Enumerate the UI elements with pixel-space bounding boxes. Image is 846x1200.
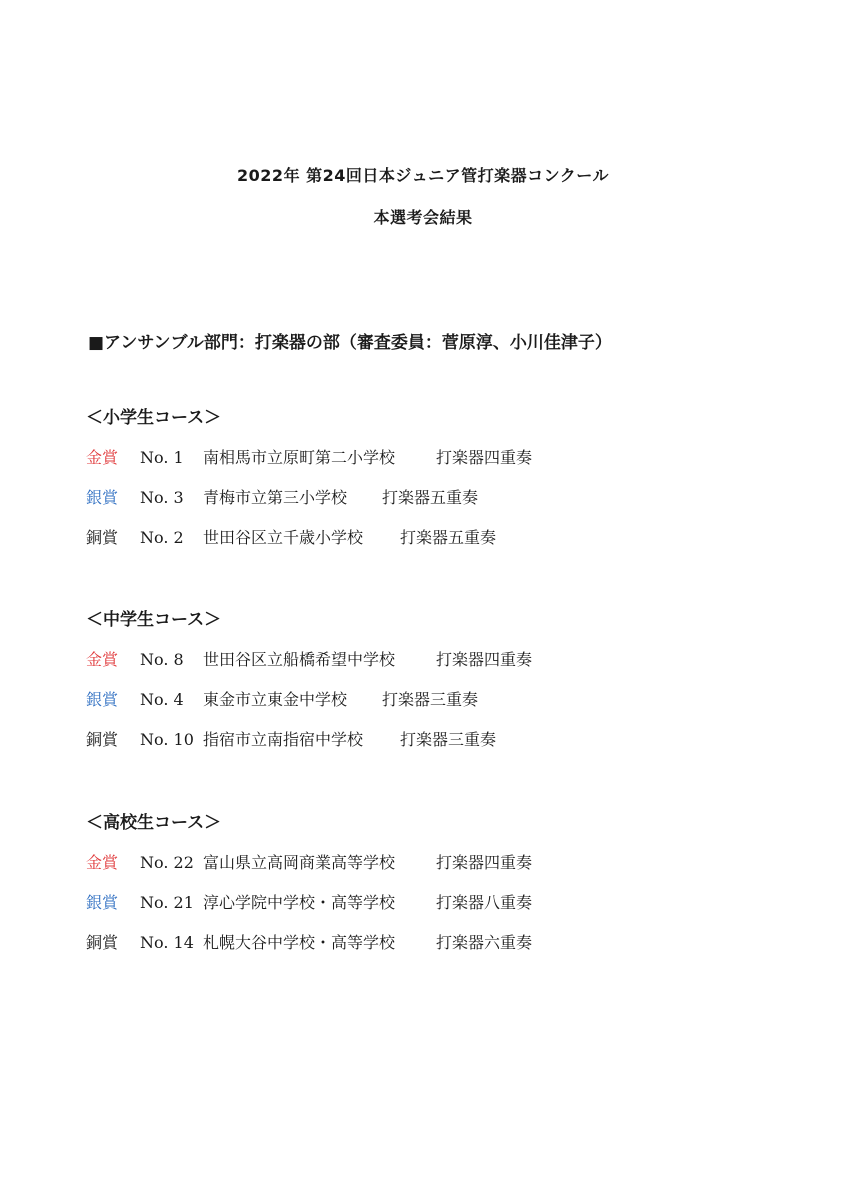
section-heading: ■アンサンブル部門：打楽器の部（審査委員：菅原淳、小川佳津子） <box>88 333 612 353</box>
course-heading: ＜小学生コース＞ <box>86 408 222 428</box>
entry-number: No. 21 <box>140 893 194 912</box>
entry-number: No. 8 <box>140 650 184 669</box>
award-gold: 金賞 <box>86 853 119 872</box>
award-gold: 金賞 <box>86 650 119 669</box>
course-elementary <box>86 405 786 551</box>
entry-number: No. 2 <box>140 528 184 547</box>
result-row <box>86 850 786 876</box>
result-row <box>86 485 786 511</box>
course-high-school <box>86 810 786 956</box>
ensemble-type: 打楽器三重奏 <box>400 730 497 749</box>
result-row <box>86 525 786 551</box>
ensemble-type: 打楽器三重奏 <box>382 690 479 709</box>
result-row <box>86 687 786 713</box>
award-bronze: 銅賞 <box>86 528 119 547</box>
entry-number: No. 1 <box>140 448 184 467</box>
school-name: 世田谷区立千歳小学校 <box>203 528 364 547</box>
ensemble-type: 打楽器四重奏 <box>436 448 533 467</box>
school-name: 青梅市立第三小学校 <box>203 488 348 507</box>
result-row <box>86 727 786 753</box>
course-heading: ＜高校生コース＞ <box>86 813 222 833</box>
ensemble-type: 打楽器四重奏 <box>436 853 533 872</box>
award-gold: 金賞 <box>86 448 119 467</box>
ensemble-type: 打楽器八重奏 <box>436 893 533 912</box>
document-title: 2022年 第24回日本ジュニア管打楽器コンクール <box>237 166 609 185</box>
course-junior-high <box>86 607 786 753</box>
school-name: 札幌大谷中学校・高等学校 <box>203 933 396 952</box>
school-name: 世田谷区立船橋希望中学校 <box>203 650 396 669</box>
document-subtitle: 本選考会結果 <box>373 208 473 227</box>
ensemble-type: 打楽器四重奏 <box>436 650 533 669</box>
ensemble-type: 打楽器五重奏 <box>382 488 479 507</box>
ensemble-type: 打楽器五重奏 <box>400 528 497 547</box>
school-name: 富山県立高岡商業高等学校 <box>203 853 396 872</box>
result-row <box>86 930 786 956</box>
award-silver: 銀賞 <box>86 488 119 507</box>
award-silver: 銀賞 <box>86 690 119 709</box>
award-bronze: 銅賞 <box>86 730 119 749</box>
entry-number: No. 4 <box>140 690 184 709</box>
entry-number: No. 14 <box>140 933 194 952</box>
entry-number: No. 22 <box>140 853 194 872</box>
result-row <box>86 890 786 916</box>
award-bronze: 銅賞 <box>86 933 119 952</box>
school-name: 東金市立東金中学校 <box>203 690 348 709</box>
award-silver: 銀賞 <box>86 893 119 912</box>
entry-number: No. 3 <box>140 488 184 507</box>
school-name: 淳心学院中学校・高等学校 <box>203 893 396 912</box>
entry-number: No. 10 <box>140 730 194 749</box>
result-row <box>86 445 786 471</box>
school-name: 南相馬市立原町第二小学校 <box>203 448 396 467</box>
school-name: 指宿市立南指宿中学校 <box>203 730 364 749</box>
ensemble-type: 打楽器六重奏 <box>436 933 533 952</box>
course-heading: ＜中学生コース＞ <box>86 610 222 630</box>
result-row <box>86 647 786 673</box>
